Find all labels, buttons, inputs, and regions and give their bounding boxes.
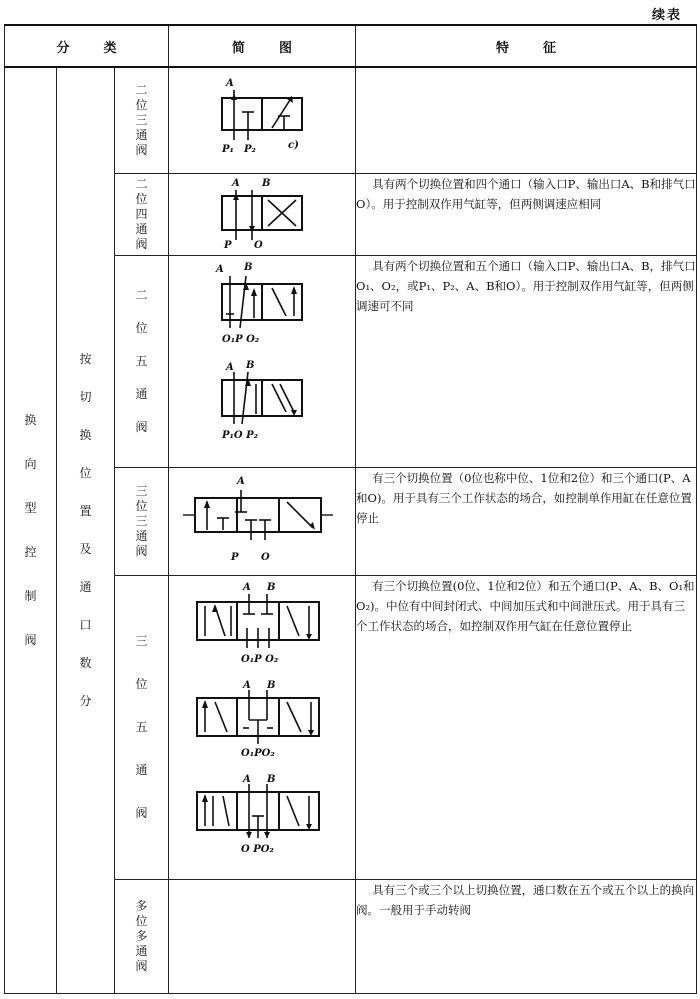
svg-text:O: O [261, 551, 270, 563]
svg-text:A: A [226, 78, 234, 89]
valve-type-cell [115, 67, 169, 173]
svg-text:O₁P O₂: O₁P O₂ [222, 333, 260, 345]
svg-text:B: B [262, 177, 271, 189]
valve-classification-table [4, 24, 697, 994]
group-label: 换 向 型 控 制 阀 [24, 413, 37, 648]
feature-cell: 具有两个切换位置和四个通口（输入口P、输出口A、B和排气口O）。用于控制双作用气缸等，但两侧调速应相同 [356, 173, 697, 255]
subgroup-label: 按 切 换 位 置 及 通 口 数 分 [79, 352, 92, 709]
svg-text:O PO₂: O PO₂ [241, 843, 274, 855]
svg-text:B: B [267, 581, 276, 593]
table-row [5, 67, 697, 173]
valve-type-cell [115, 879, 169, 993]
valve-type-label: 二 位 三 通 阀 [135, 82, 148, 157]
two-position-four-way-symbol [182, 174, 342, 252]
valve-type-label: 三 位 三 通 阀 [135, 483, 148, 558]
svg-text:P₂: P₂ [244, 144, 256, 155]
svg-text:A: A [226, 361, 234, 373]
header-feature: 特征 [356, 25, 697, 67]
svg-text:c): c) [288, 140, 299, 151]
header-diagram: 简图 [169, 25, 356, 67]
header-row [5, 25, 697, 67]
svg-text:A: A [243, 679, 251, 691]
svg-text:O₁PO₂: O₁PO₂ [241, 747, 275, 759]
diagram-cell [169, 879, 356, 993]
svg-text:A: A [243, 581, 251, 593]
two-position-five-way-symbols [182, 256, 342, 456]
svg-text:B: B [267, 679, 276, 691]
svg-text:P: P [224, 239, 232, 251]
valve-type-cell [115, 255, 169, 467]
diagram-cell [169, 67, 356, 173]
svg-text:A: A [243, 773, 251, 785]
valve-type-label: 多 位 多 通 阀 [135, 898, 148, 973]
group-label-cell [5, 67, 57, 993]
svg-text:A: A [232, 177, 240, 189]
diagram-cell [169, 173, 356, 255]
valve-type-cell [115, 173, 169, 255]
subgroup-label-cell [57, 67, 115, 993]
svg-text:O: O [254, 239, 263, 251]
svg-text:P₁: P₁ [222, 144, 234, 155]
diagram-cell [169, 467, 356, 575]
svg-text:B: B [244, 261, 253, 273]
feature-cell: 有三个切换位置（0位也称中位、1位和2位）和三个通口(P、A和O)。用于具有三个工作状态的场合，如控制单作用缸在任意位置停止 [356, 467, 697, 575]
diagram-cell [169, 575, 356, 879]
svg-text:B: B [246, 359, 255, 371]
continued-label: 续表 [651, 8, 682, 23]
header-category: 分类 [5, 25, 169, 67]
feature-cell: 具有三个或三个以上切换位置，通口数在五个或五个以上的换向阀。一般用于手动转阀 [356, 879, 697, 993]
svg-text:B: B [267, 773, 276, 785]
valve-type-label: 二 位 五 通 阀 [135, 287, 148, 434]
valve-type-cell [115, 575, 169, 879]
svg-text:A: A [216, 263, 224, 275]
valve-type-label: 三 位 五 通 阀 [135, 633, 148, 820]
feature-cell: 具有两个切换位置和五个通口（输入口P、输出口A、B，排气口O₁、O₂，或P₁、P₂、A、B和O）。用于控制双作用气缸等，但两侧调速可不同 [356, 255, 697, 467]
svg-text:P₁O P₂: P₁O P₂ [222, 429, 259, 441]
three-position-three-way-symbol [177, 468, 347, 568]
valve-type-cell [115, 467, 169, 575]
diagram-cell [169, 255, 356, 467]
svg-text:P: P [231, 551, 239, 563]
two-position-three-way-symbol [182, 68, 342, 168]
feature-cell [356, 67, 697, 173]
valve-type-label: 二 位 四 通 阀 [135, 176, 148, 251]
three-position-five-way-symbols [177, 576, 347, 872]
feature-cell: 有三个切换位置(0位、1位和2位）和五个通口(P、A、B、O₁和O₂)。中位有中间封闭式、中间加压式和中间泄压式。用于具有三个工作状态的场合，如控制双作用气缸在任意位置停止 [356, 575, 697, 879]
svg-text:O₁P O₂: O₁P O₂ [241, 653, 279, 665]
svg-text:A: A [237, 475, 245, 487]
